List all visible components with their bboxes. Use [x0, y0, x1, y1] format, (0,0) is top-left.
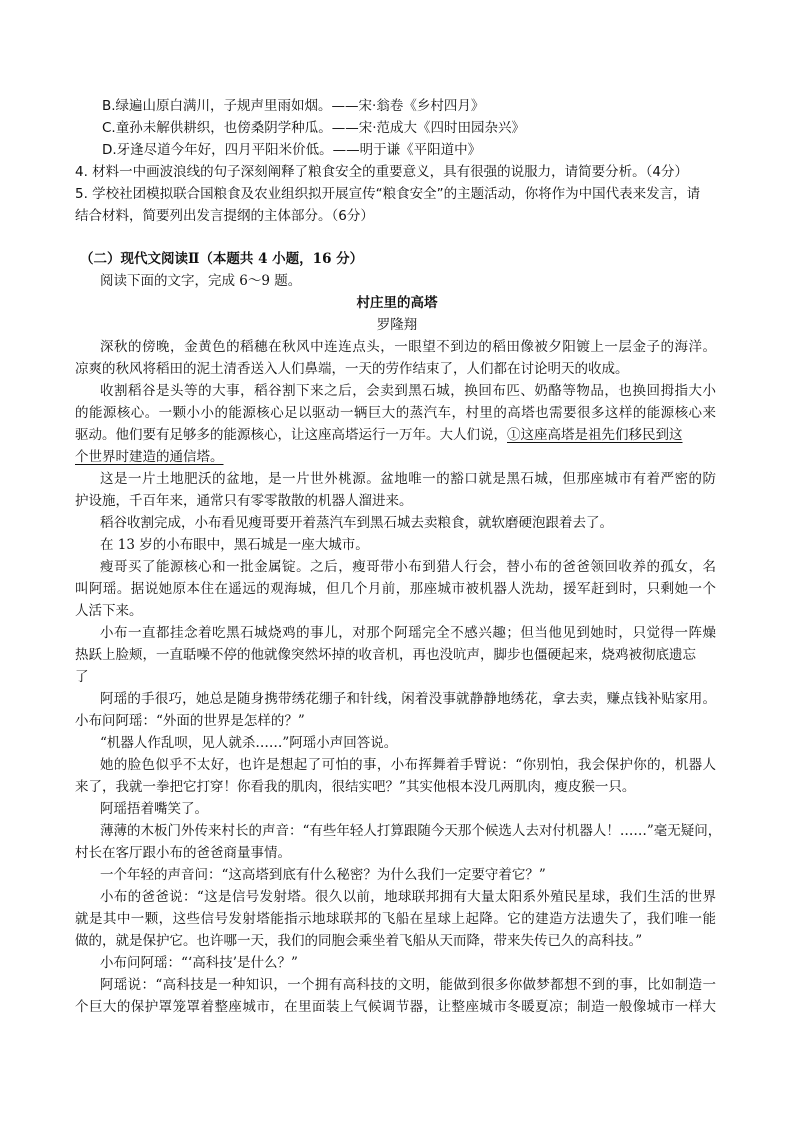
underlined-sentence: ①这座高塔是祖先们移民到这 — [507, 427, 683, 443]
paragraph-line: 凉爽的秋风将稻田的泥土清香送入人们鼻端，一天的劳作结束了，人们都在讨论明天的收成。 — [75, 361, 629, 377]
paragraph-line: 薄薄的木板门外传来村长的声音：“有些年轻人打算跟随今天那个候选人去对付机器人！……”毫无疑问， — [100, 823, 722, 839]
paragraph-line: 瘦哥买了能源核心和一批金属锭。之后，瘦哥带小布到猎人行会，替小布的爸爸领回收养的孤女，名 — [100, 559, 716, 575]
paragraph-line: 小布问阿瑶：“外面的世界是怎样的？” — [75, 713, 305, 729]
paragraph-line: 深秋的傍晚，金黄色的稻穗在秋风中连连点头，一眼望不到边的稻田像被夕阳镀上一层金子的海洋。 — [100, 339, 716, 355]
paragraph-line: 叫阿瑶。据说她原本住在遥远的观海城，但几个月前，那座城市被机器人洗劫，援军赶到时，只剩她一个 — [75, 581, 716, 597]
paragraph-line: 稻谷收割完成，小布看见瘦哥要开着蒸汽车到黑石城去卖粮食，就软磨硬泡跟着去了。 — [100, 515, 613, 531]
paragraph-line: 阿瑶捂着嘴笑了。 — [100, 801, 208, 817]
paragraph-line: 这是一片土地肥沃的盆地，是一片世外桃源。盆地唯一的豁口就是黑石城，但那座城市有着严密的防 — [100, 471, 716, 487]
article-author: 罗隆翔 — [376, 317, 418, 333]
article-title: 村庄里的高塔 — [356, 295, 438, 311]
paragraph-text: 驱动。他们要有足够多的能源核心，让这座高塔运行一万年。大人们说， — [75, 427, 507, 443]
question-4: 4. 材料一中画波浪线的句子深刻阐释了粮食安全的重要意义，具有很强的说服力，请简要分析。（4分） — [75, 164, 689, 180]
paragraph-line: 热跃上脸颊，一直聒噪不停的他就像突然坏掉的收音机，再也没吭声，脚步也僵硬起来，烧鸡被彻底遗忘 — [75, 647, 696, 663]
paragraph-line: “机器人作乱呗，见人就杀……”阿瑶小声回答说。 — [100, 735, 398, 751]
paragraph-line: 小布一直都挂念着吃黑石城烧鸡的事儿，对那个阿瑶完全不感兴趣；但当他见到她时，只觉得一阵燥 — [100, 625, 716, 641]
paragraph-line: 的能源核心。一颗小小的能源核心足以驱动一辆巨大的蒸汽车，村里的高塔也需要很多这样的能源核心来 — [75, 405, 716, 421]
paragraph-line: 小布的爸爸说：“这是信号发射塔。很久以前，地球联邦拥有大量太阳系外殖民星球，我们生活的世界 — [100, 889, 716, 905]
option-d: D.牙逢尽道今年好，四月平阳米价低。——明于谦《平阳道中》 — [102, 142, 482, 158]
question-5-line1: 5. 学校社团模拟联合国粮食及农业组织拟开展宣传“粮食安全”的主题活动，你将作为中国代表来发言，请 — [75, 186, 701, 202]
option-c: C.童孙未解供耕织，也傍桑阴学种瓜。——宋·范成大《四时田园杂兴》 — [102, 120, 526, 136]
paragraph-line: 就是其中一颗，这些信号发射塔能指示地球联邦的飞船在星球上起降。它的建造方法遗失了，我们唯一能 — [75, 911, 716, 927]
question-5-line2: 结合材料，简要列出发言提纲的主体部分。（6分） — [75, 208, 374, 224]
paragraph-line — [75, 424, 683, 446]
option-b: B.绿遍山原白满川，子规声里雨如烟。——宋·翁卷《乡村四月》 — [102, 98, 485, 114]
underlined-sentence: 个世界时建造的通信塔。 — [75, 449, 224, 465]
paragraph-line: 一个年轻的声音问：“这高塔到底有什么秘密？为什么我们一定要守着它？” — [100, 867, 546, 883]
paragraph-line: 人活下来。 — [75, 603, 143, 619]
paragraph-line: 做的，就是保护它。也许哪一天，我们的同胞会乘坐着飞船从天而降，带来失传已久的高科技。” — [75, 933, 643, 949]
section-instruction: 阅读下面的文字，完成 6～9 题。 — [100, 273, 302, 289]
section-heading: （二）现代文阅读Ⅱ（本题共 4 小题，16 分） — [80, 251, 364, 267]
paragraph-line: 收割稻谷是头等的大事，稻谷割下来之后，会卖到黑石城，换回布匹、奶酪等物品，也换回拇指大小 — [100, 383, 716, 399]
paragraph-line: 阿瑶的手很巧，她总是随身携带绣花绷子和针线，闲着没事就静静地绣花，拿去卖，赚点钱补贴家用。 — [100, 691, 716, 707]
paragraph-line: 个巨大的保护罩笼罩着整座城市，在里面装上气候调节器，让整座城市冬暖夏凉；制造一般像城市一样大 — [75, 999, 716, 1015]
paragraph-line: 小布问阿瑶：“‘高科技’是什么？” — [100, 955, 298, 971]
paragraph-line: 阿瑶说：“高科技是一种知识，一个拥有高科技的文明，能做到很多你做梦都想不到的事，比如制造一 — [100, 977, 716, 993]
paragraph-line: 护设施，千百年来，通常只有零零散散的机器人溜进来。 — [75, 493, 413, 509]
paragraph-line: 她的脸色似乎不太好，也许是想起了可怕的事，小布挥舞着手臂说：“你别怕，我会保护你的，机器人 — [100, 757, 716, 773]
paragraph-line: 村长在客厅跟小布的爸爸商量事情。 — [75, 845, 291, 861]
paragraph-line: 了 — [75, 669, 89, 685]
paragraph-line: 来了，我就一拳把它打穿！你看我的肌肉，很结实吧？”其实他根本没几两肌肉，瘦皮猴一只。 — [75, 779, 636, 795]
paragraph-line: 在 13 岁的小布眼中，黑石城是一座大城市。 — [100, 537, 369, 553]
